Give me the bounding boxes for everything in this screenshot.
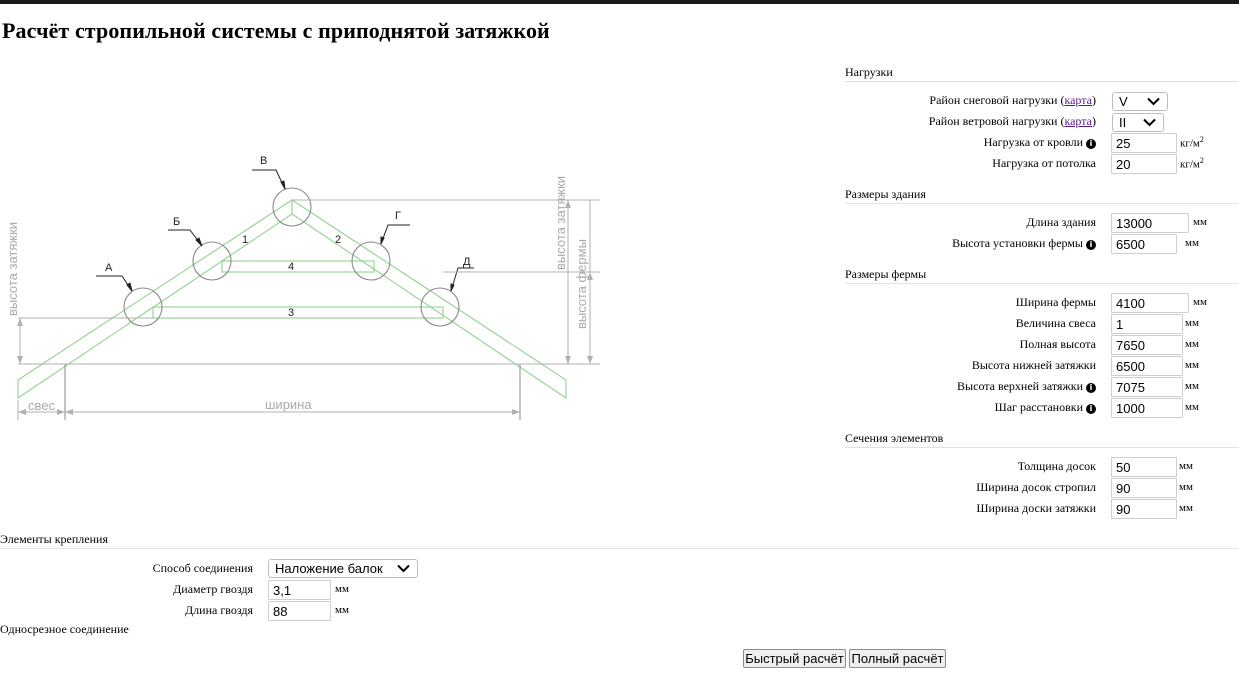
info-icon[interactable]: i xyxy=(1086,404,1096,414)
top-bar xyxy=(0,0,1239,4)
chevron-down-icon xyxy=(397,564,410,573)
tie-width-unit: мм xyxy=(1179,502,1193,514)
member-label-1: 1 xyxy=(242,234,249,246)
member-label-3: 3 xyxy=(288,307,295,319)
member-label-4: 4 xyxy=(288,261,295,273)
building-length-input[interactable] xyxy=(1111,213,1189,233)
ceiling-load-input[interactable] xyxy=(1111,154,1177,174)
tie-upper xyxy=(222,261,374,272)
node-label-b: Б xyxy=(173,216,181,228)
legend-fasteners: Элементы крепления xyxy=(0,531,1239,549)
ceiling-load-label: Нагрузка от потолка xyxy=(992,156,1096,170)
board-thickness-unit: мм xyxy=(1179,460,1193,472)
nail-length-unit: мм xyxy=(335,604,349,616)
building-length-label: Длина здания xyxy=(1026,215,1096,229)
overhang-input[interactable] xyxy=(1111,314,1183,334)
legend-sections: Сечения элементов xyxy=(845,430,1239,448)
rafter-width-input[interactable] xyxy=(1111,478,1177,498)
full-calc-button[interactable]: Полный расчёт xyxy=(849,649,946,668)
dim-label-height-truss: высота фермы xyxy=(574,239,589,329)
roof-load-label: Нагрузка от кровли i xyxy=(984,135,1096,150)
nail-diameter-label: Диаметр гвоздя xyxy=(173,582,253,596)
chevron-down-icon xyxy=(1143,118,1156,127)
full-height-unit: мм xyxy=(1185,338,1199,350)
shear-connection-note: Односрезное соединение xyxy=(0,622,129,636)
rafter-width-unit: мм xyxy=(1179,481,1193,493)
wind-region-label: Район ветровой нагрузки (карта) xyxy=(928,114,1096,128)
tie-lower xyxy=(153,307,443,318)
snow-map-link[interactable]: карта xyxy=(1064,93,1092,107)
upper-tie-unit: мм xyxy=(1185,380,1199,392)
building-length-unit: мм xyxy=(1193,216,1207,228)
install-height-input[interactable] xyxy=(1111,234,1177,254)
ceiling-load-unit: $кг/м^2$ xyxy=(1180,156,1204,171)
truss-width-unit: мм xyxy=(1193,296,1207,308)
truss-diagram xyxy=(0,140,600,430)
dim-label-height-tie-right: высота затяжки xyxy=(553,175,568,270)
info-icon[interactable]: i xyxy=(1086,240,1096,250)
full-height-input[interactable] xyxy=(1111,335,1183,355)
truss-width-label: Ширина фермы xyxy=(1015,295,1096,309)
roof-load-input[interactable] xyxy=(1111,133,1177,153)
legend-loads: Нагрузки xyxy=(845,64,1239,82)
full-height-label: Полная высота xyxy=(1019,337,1096,351)
quick-calc-button[interactable]: Быстрый расчёт xyxy=(743,649,846,668)
nail-length-input[interactable] xyxy=(268,601,331,621)
roof-load-unit: $кг/м^2$ xyxy=(1180,135,1204,150)
dim-label-width: ширина xyxy=(265,397,312,412)
nail-length-label: Длина гвоздя xyxy=(185,603,253,617)
node-label-a: А xyxy=(105,262,113,274)
lower-tie-unit: мм xyxy=(1185,359,1199,371)
spacing-unit: мм xyxy=(1185,401,1199,413)
upper-tie-input[interactable] xyxy=(1111,377,1183,397)
wind-map-link[interactable]: карта xyxy=(1064,114,1092,128)
info-icon[interactable]: i xyxy=(1086,383,1096,393)
legend-building: Размеры здания xyxy=(845,186,1239,204)
connection-method-select[interactable]: Наложение балок xyxy=(268,559,418,578)
tie-width-label: Ширина доски затяжки xyxy=(976,501,1096,515)
lower-tie-label: Высота нижней затяжки xyxy=(971,358,1096,372)
overhang-unit: мм xyxy=(1185,317,1199,329)
upper-tie-label: Высота верхней затяжки i xyxy=(957,379,1096,394)
overhang-label: Величина свеса xyxy=(1015,316,1096,330)
snow-region-select[interactable]: V xyxy=(1112,92,1168,111)
board-thickness-label: Толщина досок xyxy=(1017,459,1096,473)
dim-label-height-tie-left: высота затяжки xyxy=(5,221,20,316)
node-label-g: Г xyxy=(395,210,401,222)
dim-label-overhang: свес xyxy=(28,398,55,413)
rafter-left xyxy=(18,200,295,398)
connection-method-label: Способ соединения xyxy=(152,561,253,575)
node-label-v: В xyxy=(260,155,268,167)
board-thickness-input[interactable] xyxy=(1111,457,1177,477)
rafter-right xyxy=(292,200,566,398)
page-title: Расчёт стропильной системы с приподнятой затяжкой xyxy=(2,18,550,43)
member-label-2: 2 xyxy=(335,234,342,246)
chevron-down-icon xyxy=(1147,97,1160,106)
legend-truss: Размеры фермы xyxy=(845,266,1239,284)
lower-tie-input[interactable] xyxy=(1111,356,1183,376)
install-height-label: Высота установки фермы i xyxy=(952,236,1096,251)
install-height-unit: мм xyxy=(1185,237,1199,249)
spacing-label: Шаг расстановки i xyxy=(995,400,1096,415)
nail-diameter-input[interactable] xyxy=(268,580,331,600)
node-label-d: Д xyxy=(463,256,471,268)
wind-region-select[interactable]: II xyxy=(1112,113,1164,132)
info-icon[interactable]: i xyxy=(1086,139,1096,149)
truss-width-input[interactable] xyxy=(1111,293,1189,313)
rafter-width-label: Ширина досок стропил xyxy=(976,480,1096,494)
nail-diameter-unit: мм xyxy=(335,583,349,595)
tie-width-input[interactable] xyxy=(1111,499,1177,519)
spacing-input[interactable] xyxy=(1111,398,1183,418)
snow-region-label: Район снеговой нагрузки (карта) xyxy=(929,93,1096,107)
